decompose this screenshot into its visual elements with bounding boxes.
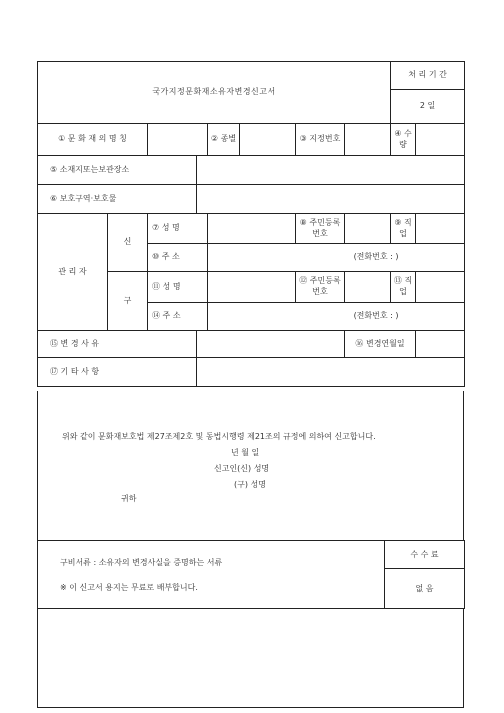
designation-number-field[interactable] xyxy=(345,124,391,156)
fee-value: 없 음 xyxy=(385,569,465,609)
new-job-field[interactable] xyxy=(416,214,465,244)
quantity-field[interactable] xyxy=(416,124,465,156)
old-job-label: ⑬ 직업 xyxy=(391,272,416,303)
old-name-label: ⑪ 성 명 xyxy=(148,272,208,303)
heritage-name-field[interactable] xyxy=(148,124,208,156)
other-matters-label: ⑰ 기 타 사 항 xyxy=(38,358,197,387)
new-name-label: ⑦ 성 명 xyxy=(148,214,208,244)
other-matters-field[interactable] xyxy=(197,358,465,387)
old-name-field[interactable] xyxy=(208,272,296,303)
declaration-section xyxy=(37,391,464,541)
declaration-text: 위와 같이 문화재보호법 제27조제2호 및 동법시행령 제21조의 규정에 의하여 신고합니다. xyxy=(62,432,376,441)
quantity-label: ④ 수량 xyxy=(391,124,416,156)
location-label: ⑤ 소재지또는보관장소 xyxy=(38,156,197,185)
old-reg-number-field[interactable] xyxy=(345,272,391,303)
designation-number-label: ③ 지정번호 xyxy=(296,124,345,156)
change-date-field[interactable] xyxy=(416,331,465,358)
old-signer-label: (구) 성명 xyxy=(234,480,266,489)
location-field[interactable] xyxy=(197,156,465,185)
report-form xyxy=(37,61,464,708)
change-date-label: ⑯ 변경연월일 xyxy=(345,331,416,358)
heritage-name-label: ① 문 화 재 의 명 칭 xyxy=(38,124,148,156)
type-label: ② 종별 xyxy=(208,124,240,156)
new-signer-label: 신고인(신) 성명 xyxy=(214,464,270,473)
change-reason-label: ⑮ 변 경 사 유 xyxy=(38,331,197,358)
old-job-field[interactable] xyxy=(416,272,465,303)
old-reg-number-label: ⑫ 주민등록번호 xyxy=(296,272,345,303)
processing-period-label: 처 리 기 간 xyxy=(391,62,465,90)
form-title: 국가지정문화재소유자변경신고서 xyxy=(38,62,391,124)
free-distribution-note: ※ 이 신고서 용지는 무료로 배부합니다. xyxy=(60,582,198,592)
fee-label: 수 수 료 xyxy=(385,541,465,569)
recipient-label: 귀하 xyxy=(121,494,137,503)
change-reason-field[interactable] xyxy=(197,331,345,358)
new-job-label: ⑨ 직업 xyxy=(391,214,416,244)
new-address-field[interactable] xyxy=(208,244,465,272)
new-reg-number-label: ⑧ 주민등록번호 xyxy=(296,214,345,244)
manager-label: 관 리 자 xyxy=(38,214,108,331)
footer-notes xyxy=(38,541,385,609)
old-address-field[interactable] xyxy=(208,303,465,331)
processing-period-value: 2 일 xyxy=(391,90,465,124)
required-documents: 구비서류 : 소유자의 변경사실을 증명하는 서류 xyxy=(60,557,223,567)
protection-area-field[interactable] xyxy=(197,185,465,214)
new-reg-number-field[interactable] xyxy=(345,214,391,244)
bottom-margin-box xyxy=(37,608,464,708)
new-address-label: ⑩ 주 소 xyxy=(148,244,208,272)
declaration-date: 년 월 일 xyxy=(231,448,260,457)
manager-new-label: 신 xyxy=(108,214,148,272)
manager-old-label: 구 xyxy=(108,272,148,331)
protection-area-label: ⑥ 보호구역·보호물 xyxy=(38,185,197,214)
new-name-field[interactable] xyxy=(208,214,296,244)
new-phone-label: (전화번호 : ) xyxy=(353,252,399,262)
type-field[interactable] xyxy=(240,124,296,156)
footer-table xyxy=(37,540,465,609)
form-grid xyxy=(37,61,465,387)
old-address-label: ⑭ 주 소 xyxy=(148,303,208,331)
old-phone-label: (전화번호 : ) xyxy=(353,311,399,321)
